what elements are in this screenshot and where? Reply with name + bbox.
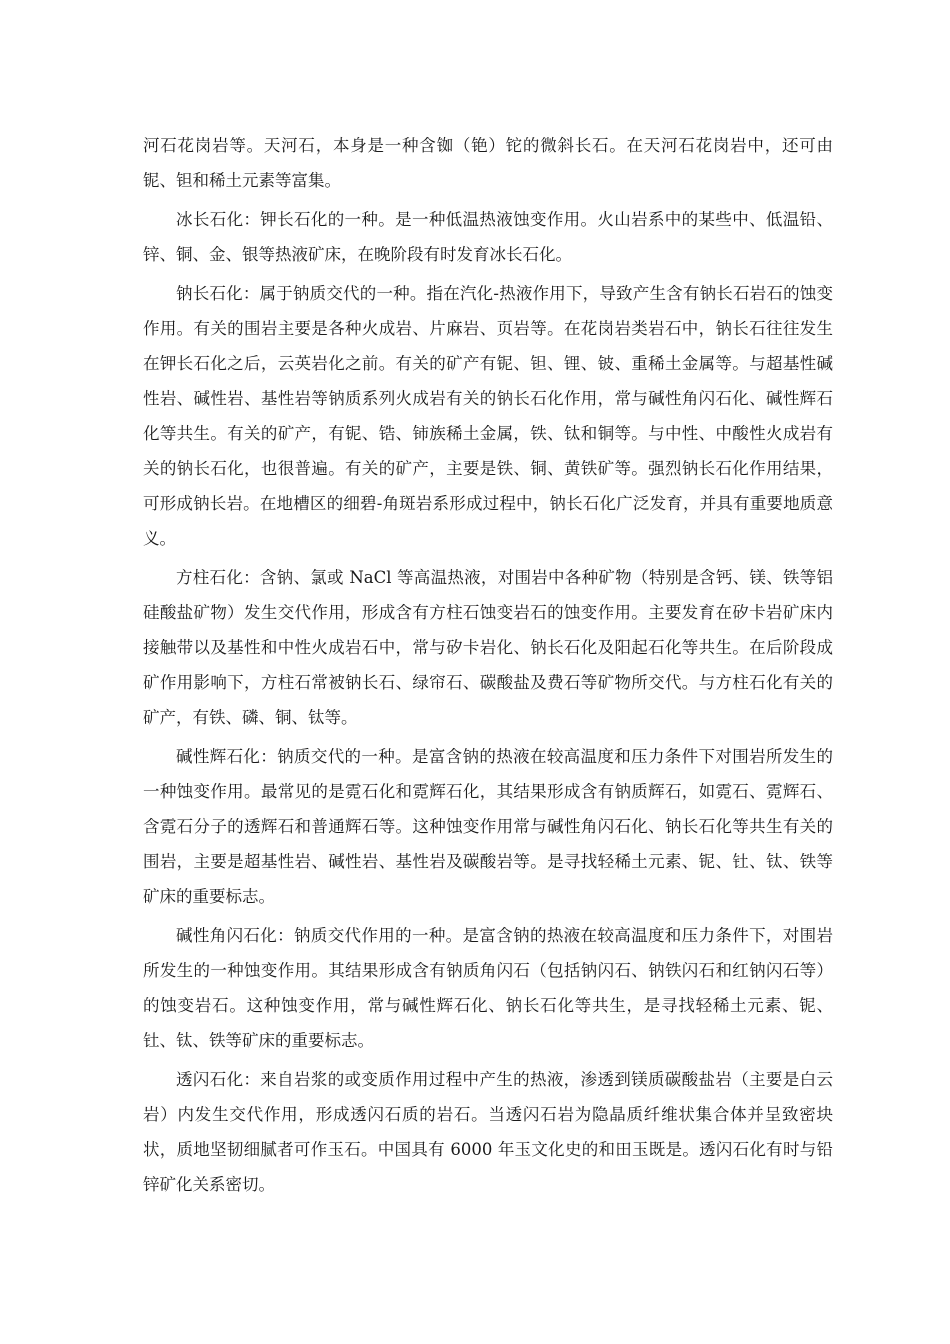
paragraph-albitization: 钠长石化：属于钠质交代的一种。指在汽化-热液作用下，导致产生含有钠长石岩石的蚀变作用。有关的围岩主要是各种火成岩、片麻岩、页岩等。在花岗岩类岩石中，钠长石往往发生在钾长石化之后，云英岩化之前。有关的矿产有铌、钽、锂、铍、重稀土金属等。与超基性碱性岩、碱性岩、基性岩等钠质系列火成岩有关的钠长石化作用，常与碱性角闪石化、碱性辉石化等共生。有关的矿产，有铌、锆、铈族稀土金属，铁、钛和铜等。与中性、中酸性火成岩有关的钠长石化，也很普遍。有关的矿产，主要是铁、铜、黄铁矿等。强烈钠长石化作用结果，可形成钠长岩。在地槽区的细碧-角斑岩系形成过程中，钠长石化广泛发育，并具有重要地质意义。 [143,284,833,548]
paragraph-scapolitization: 方柱石化：含钠、氯或 NaCl 等高温热液，对围岩中各种矿物（特别是含钙、镁、铁等铝硅酸盐矿物）发生交代作用，形成含有方柱石蚀变岩石的蚀变作用。主要发育在矽卡岩矿床内接触带以及基性和中性火成岩石中，常与矽卡岩化、钠长石化及阳起石化等共生。在后阶段成矿作用影响下，方柱石常被钠长石、绿帘石、碳酸盐及费石等矿物所交代。与方柱石化有关的矿产，有铁、磷、铜、钛等。 [143,568,833,727]
document-body [143,128,833,1202]
paragraph-tianhe-continuation: 河石花岗岩等。天河石，本身是一种含铷（铯）铊的微斜长石。在天河石花岗岩中，还可由铌、钽和稀土元素等富集。 [143,136,833,190]
paragraph-alkali-amphibolization: 碱性角闪石化：钠质交代作用的一种。是富含钠的热液在较高温度和压力条件下，对围岩所发生的一种蚀变作用。其结果形成含有钠质角闪石（包括钠闪石、钠铁闪石和红钠闪石等）的蚀变岩石。这种蚀变作用，常与碱性辉石化、钠长石化等共生，是寻找轻稀土元素、铌、钍、钛、铁等矿床的重要标志。 [143,926,833,1050]
paragraph-alkali-pyroxenization: 碱性辉石化：钠质交代的一种。是富含钠的热液在较高温度和压力条件下对围岩所发生的一种蚀变作用。最常见的是霓石化和霓辉石化，其结果形成含有钠质辉石，如霓石、霓辉石、含霓石分子的透辉石和普通辉石等。这种蚀变作用常与碱性角闪石化、钠长石化等共生有关的围岩，主要是超基性岩、碱性岩、基性岩及碳酸岩等。是寻找轻稀土元素、铌、钍、钛、铁等矿床的重要标志。 [143,747,833,906]
paragraph-tremolitization: 透闪石化：来自岩浆的或变质作用过程中产生的热液，渗透到镁质碳酸盐岩（主要是白云岩）内发生交代作用，形成透闪石质的岩石。当透闪石岩为隐晶质纤维状集合体并呈致密块状，质地坚韧细腻者可作玉石。中国具有 6000 年玉文化史的和田玉既是。透闪石化有时与铅锌矿化关系密切。 [143,1070,833,1194]
paragraph-adularization: 冰长石化：钾长石化的一种。是一种低温热液蚀变作用。火山岩系中的某些中、低温铅、锌、铜、金、银等热液矿床，在晚阶段有时发育冰长石化。 [143,210,833,264]
